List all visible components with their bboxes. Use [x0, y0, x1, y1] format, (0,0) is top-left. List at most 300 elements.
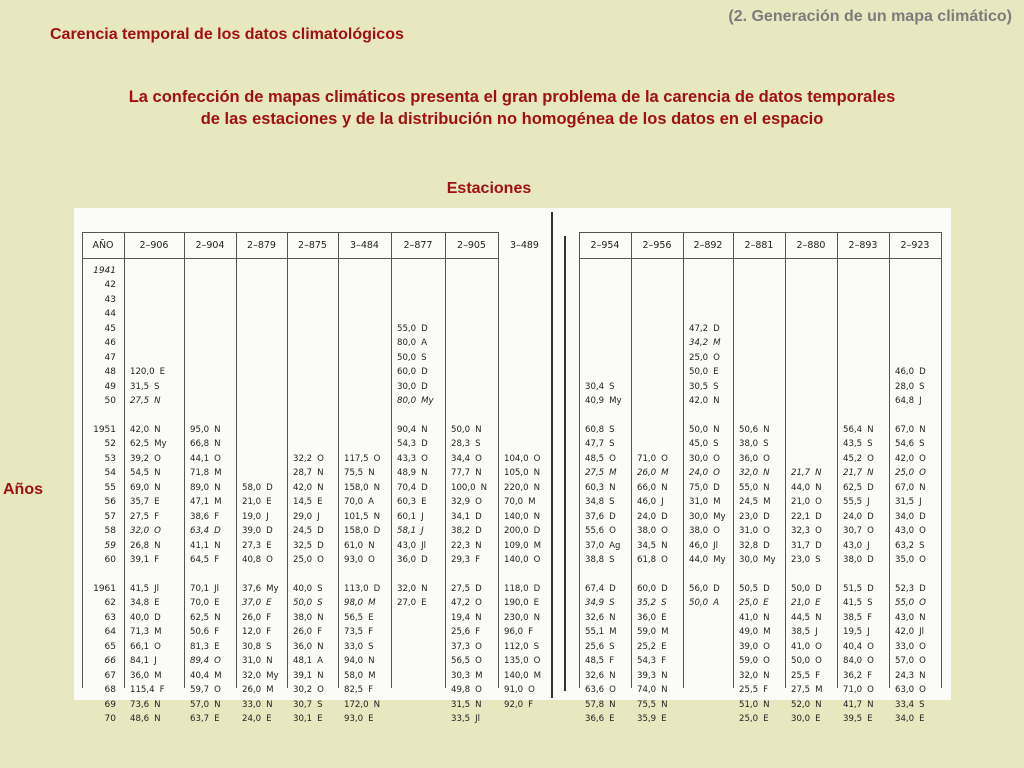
table-cell	[843, 685, 874, 695]
cell-month-code: O	[609, 685, 616, 696]
cell-value: 109,0	[504, 540, 529, 551]
cell-value: 19,4	[451, 612, 471, 623]
cell-month-code: O	[763, 656, 770, 667]
cell-value: 36,0	[293, 641, 313, 652]
cell-month-code: N	[475, 468, 482, 479]
table-cell	[739, 555, 776, 565]
cell-month-code: F	[214, 555, 220, 565]
table-cell	[585, 598, 615, 608]
cell-value: 30,0	[791, 713, 811, 724]
cell-month-code: N	[154, 396, 161, 407]
table-cell	[242, 483, 273, 493]
cell-value: 52,3	[895, 583, 915, 594]
cell-month-code: D	[533, 526, 541, 537]
table-cell	[689, 598, 719, 608]
cell-month-code: S	[919, 699, 925, 710]
cell-month-code: S	[317, 699, 323, 710]
table-cell	[293, 483, 324, 493]
table-cell	[397, 468, 428, 478]
table-cell	[130, 598, 160, 608]
table-column-rule	[124, 232, 125, 688]
table-cell	[895, 526, 926, 536]
table-cell	[344, 555, 375, 565]
cell-value: 55,0	[895, 598, 915, 609]
cell-month-code: E	[368, 612, 374, 623]
table-cell	[739, 454, 770, 464]
cell-value: 39,2	[130, 453, 150, 464]
table-cell	[895, 671, 926, 681]
table-cell	[397, 338, 427, 348]
cell-value: 30,3	[451, 670, 471, 681]
table-cell	[585, 627, 617, 637]
cell-value: 32,6	[585, 612, 605, 623]
cell-value: 31,0	[242, 656, 262, 667]
cell-month-code: D	[815, 540, 822, 551]
cell-value: 26,0	[242, 685, 262, 696]
table-cell	[791, 613, 822, 623]
cell-value: 63,6	[585, 685, 605, 696]
station-header: 3–489	[510, 240, 539, 251]
cell-value: 25,2	[637, 641, 657, 652]
table-cell	[504, 541, 541, 551]
cell-value: 32,3	[791, 526, 811, 537]
cell-value: 93,0	[344, 713, 364, 724]
table-cell	[293, 613, 324, 623]
table-cell	[504, 671, 541, 681]
cell-value: 35,2	[637, 598, 657, 609]
cell-month-code: O	[475, 685, 482, 696]
cell-month-code: O	[528, 685, 535, 696]
table-cell	[791, 627, 818, 637]
cell-month-code: J	[867, 540, 870, 551]
cell-value: 69,0	[130, 482, 150, 493]
table-cell	[689, 483, 720, 493]
cell-value: 54,3	[637, 656, 657, 667]
cell-month-code: O	[919, 555, 926, 565]
table-cell	[293, 526, 324, 536]
cell-month-code: E	[421, 497, 427, 508]
table-cell	[451, 685, 482, 695]
table-cell	[689, 454, 720, 464]
table-cell	[843, 656, 874, 666]
cell-value: 112,0	[504, 641, 529, 652]
cell-value: 38,5	[791, 627, 811, 638]
table-cell	[344, 584, 380, 594]
cell-month-code: E	[763, 713, 769, 724]
table-cell	[895, 512, 926, 522]
cell-value: 33,5	[451, 713, 471, 724]
cell-month-code: D	[661, 511, 668, 522]
cell-month-code: F	[214, 511, 220, 522]
table-rule-header-right	[579, 258, 941, 259]
cell-month-code: M	[815, 685, 823, 696]
cell-month-code: D	[317, 526, 324, 537]
cell-value: 38,0	[689, 526, 709, 537]
table-cell	[242, 512, 269, 522]
cell-month-code: O	[214, 656, 221, 667]
cell-month-code: S	[609, 424, 615, 435]
cell-month-code: Jl	[475, 713, 481, 724]
table-cell	[130, 454, 161, 464]
cell-value: 55,6	[585, 526, 605, 537]
cell-value: 44,1	[190, 453, 210, 464]
cell-value: 42,0	[130, 424, 150, 435]
cell-value: 50,0	[451, 424, 471, 435]
cell-month-code: M	[661, 468, 669, 479]
table-cell	[689, 367, 719, 377]
cell-month-code: My	[154, 439, 167, 450]
cell-month-code: N	[154, 699, 161, 710]
table-column-rule	[236, 232, 237, 688]
cell-value: 41,0	[739, 612, 759, 623]
table-cell	[130, 396, 161, 406]
table-cell	[739, 468, 770, 478]
table-cell	[637, 483, 668, 493]
cell-value: 45,0	[689, 439, 709, 450]
cell-month-code: M	[214, 468, 222, 479]
table-cell	[843, 468, 874, 478]
cell-month-code: S	[609, 555, 615, 565]
table-cell	[242, 700, 273, 710]
table-cell	[689, 338, 721, 348]
year-label: 64	[104, 627, 116, 638]
station-header: 2–875	[298, 240, 327, 251]
cell-month-code: O	[317, 453, 324, 464]
year-label: 55	[104, 482, 116, 493]
table-column-rule	[579, 232, 580, 688]
cell-value: 66,8	[190, 439, 210, 450]
cell-month-code: O	[815, 497, 822, 508]
table-cell	[397, 439, 428, 449]
cell-month-code: F	[609, 656, 615, 667]
table-cell	[344, 700, 380, 710]
station-header: 2–904	[195, 240, 225, 251]
cell-month-code: O	[763, 453, 770, 464]
table-cell	[895, 468, 926, 478]
cell-month-code: F	[368, 627, 374, 638]
table-cell	[242, 656, 273, 666]
cell-month-code: E	[266, 598, 272, 609]
cell-month-code: N	[154, 468, 161, 479]
table-cell	[293, 497, 323, 507]
table-cell	[585, 454, 616, 464]
cell-month-code: N	[763, 670, 770, 681]
cell-month-code: D	[421, 323, 428, 334]
cell-value: 34,0	[895, 713, 915, 724]
cell-month-code: D	[763, 540, 770, 551]
table-cell	[344, 714, 374, 724]
cell-value: 45,2	[843, 453, 863, 464]
cell-month-code: O	[475, 598, 482, 609]
cell-value: 27,5	[451, 583, 471, 594]
table-cell	[791, 685, 823, 695]
table-cell	[689, 425, 720, 435]
cell-month-code: E	[214, 713, 220, 724]
cell-month-code: M	[661, 627, 669, 638]
cell-value: 37,6	[242, 583, 262, 594]
cell-value: 81,3	[190, 641, 210, 652]
table-cell	[242, 613, 271, 623]
table-cell	[397, 367, 428, 377]
cell-month-code: S	[815, 555, 821, 565]
table-cell	[190, 656, 221, 666]
cell-month-code: O	[373, 453, 381, 464]
cell-month-code: D	[475, 511, 482, 522]
table-column-rule	[391, 232, 392, 688]
cell-value: 37,0	[242, 598, 262, 609]
cell-month-code: N	[867, 424, 874, 435]
cell-value: 50,0	[689, 598, 709, 609]
table-cell	[344, 468, 375, 478]
cell-value: 158,0	[344, 526, 369, 537]
cell-month-code: Jl	[919, 627, 925, 638]
station-header: 2–892	[693, 240, 723, 251]
cell-month-code: D	[421, 367, 428, 378]
cell-month-code: O	[919, 526, 926, 537]
table-cell	[637, 656, 666, 666]
table-cell	[190, 526, 221, 536]
table-cell	[242, 714, 272, 724]
table-cell	[344, 627, 373, 637]
table-cell	[344, 512, 380, 522]
cell-value: 95,0	[190, 424, 210, 435]
cell-value: 51,0	[739, 699, 759, 710]
cell-value: 26,0	[242, 612, 262, 623]
cell-value: 115,4	[130, 685, 155, 696]
table-cell	[190, 468, 222, 478]
cell-month-code: S	[368, 641, 374, 652]
cell-value: 41,5	[130, 583, 150, 594]
table-cell	[585, 700, 616, 710]
table-cell	[739, 497, 771, 507]
cell-value: 94,0	[344, 656, 364, 667]
cell-value: 36,0	[739, 453, 759, 464]
cell-value: 32,6	[585, 670, 605, 681]
table-cell	[585, 685, 616, 695]
table-cell	[190, 598, 220, 608]
cell-month-code: D	[373, 526, 381, 537]
table-cell	[895, 425, 926, 435]
cell-month-code: N	[154, 482, 161, 493]
table-cell	[637, 468, 669, 478]
table-cell	[739, 656, 770, 666]
cell-month-code: M	[713, 497, 721, 508]
table-cell	[293, 656, 323, 666]
table-cell	[895, 584, 926, 594]
cell-month-code: My	[266, 583, 279, 594]
cell-month-code: S	[421, 352, 427, 363]
cell-month-code: M	[154, 670, 162, 681]
table-cell	[397, 497, 427, 507]
cell-month-code: N	[266, 656, 273, 667]
station-header: 2–877	[403, 240, 433, 251]
table-cell	[739, 526, 770, 536]
cell-month-code: D	[475, 583, 482, 594]
cell-value: 80,0	[397, 338, 417, 349]
cell-month-code: D	[317, 540, 324, 551]
table-cell	[451, 584, 482, 594]
cell-value: 71,0	[637, 453, 657, 464]
table-cell	[190, 671, 222, 681]
table-cell	[242, 598, 272, 608]
cell-month-code: E	[154, 497, 160, 508]
cell-month-code: O	[867, 526, 874, 537]
table-cell	[843, 627, 870, 637]
table-cell	[585, 497, 615, 507]
cell-value: 41,7	[843, 699, 863, 710]
cell-month-code: D	[763, 511, 770, 522]
cell-month-code: N	[317, 612, 324, 623]
cell-month-code: E	[266, 497, 272, 508]
table-cell	[585, 468, 617, 478]
station-header: 2–893	[848, 240, 878, 251]
table-column-rule	[785, 232, 786, 688]
year-label: 66	[104, 656, 116, 667]
cell-month-code: D	[815, 511, 822, 522]
cell-month-code: S	[661, 598, 667, 609]
cell-month-code: N	[368, 540, 375, 551]
table-cell	[689, 512, 726, 522]
cell-month-code: E	[317, 497, 323, 508]
cell-value: 47,7	[585, 439, 605, 450]
cell-value: 66,0	[637, 482, 657, 493]
cell-month-code: Ag	[609, 540, 621, 551]
cell-value: 90,4	[397, 424, 417, 435]
cell-month-code: S	[475, 439, 481, 450]
table-cell	[637, 541, 668, 551]
table-cell	[504, 613, 540, 623]
cell-value: 31,0	[739, 526, 759, 537]
cell-month-code: J	[421, 511, 424, 522]
cell-month-code: E	[661, 713, 667, 724]
cell-value: 67,0	[895, 482, 915, 493]
cell-month-code: N	[368, 468, 375, 479]
cell-value: 57,0	[190, 699, 210, 710]
cell-month-code: N	[421, 583, 428, 594]
cell-month-code: F	[214, 627, 220, 638]
table-cell	[451, 714, 480, 724]
cell-value: 55,5	[843, 497, 863, 508]
cell-value: 40,8	[242, 555, 262, 565]
cell-month-code: O	[867, 685, 874, 696]
cell-month-code: F	[475, 555, 481, 565]
cell-value: 26,0	[637, 468, 657, 479]
cell-value: 30,7	[293, 699, 313, 710]
cell-month-code: Jl	[713, 540, 719, 551]
cell-value: 43,0	[895, 526, 915, 537]
table-cell	[451, 454, 482, 464]
table-cell	[637, 613, 667, 623]
table-cell	[689, 468, 720, 478]
table-cell	[895, 700, 925, 710]
table-cell	[293, 598, 323, 608]
cell-value: 63,0	[895, 685, 915, 696]
table-cell	[585, 613, 616, 623]
table-cell	[895, 454, 926, 464]
table-cell	[344, 598, 376, 608]
table-column-rule	[837, 232, 838, 688]
table-cell	[504, 685, 535, 695]
table-cell	[843, 497, 870, 507]
cell-value: 104,0	[504, 453, 529, 464]
cell-month-code: D	[661, 583, 668, 594]
table-cell	[451, 555, 480, 565]
table-cell	[504, 454, 540, 464]
table-cell	[791, 671, 820, 681]
table-cell	[739, 439, 769, 449]
station-header: 3–484	[350, 240, 379, 251]
cell-month-code: O	[867, 656, 874, 667]
cell-month-code: N	[214, 612, 221, 623]
table-cell	[344, 671, 376, 681]
cell-value: 89,4	[190, 656, 210, 667]
cell-month-code: N	[919, 612, 926, 623]
cell-month-code: N	[919, 482, 926, 493]
cell-month-code: S	[919, 439, 925, 450]
table-cell	[504, 497, 536, 507]
table-cell	[637, 454, 668, 464]
table-cell	[895, 439, 925, 449]
table-cell	[843, 555, 874, 565]
cell-month-code: N	[763, 482, 770, 493]
cell-value: 60,1	[397, 511, 417, 522]
cell-month-code: J	[421, 526, 424, 537]
cell-value: 84,0	[843, 656, 863, 667]
cell-value: 42,0	[895, 453, 915, 464]
table-cell	[637, 512, 668, 522]
intro-text	[40, 86, 984, 130]
cell-value: 30,4	[585, 381, 605, 392]
cell-month-code: O	[533, 453, 541, 464]
cell-value: 50,0	[791, 656, 811, 667]
cell-month-code: M	[214, 670, 222, 681]
cell-month-code: D	[421, 482, 428, 493]
cell-month-code: N	[154, 424, 161, 435]
cell-value: 48,5	[585, 453, 605, 464]
table-cell	[895, 396, 922, 406]
table-cell	[190, 497, 222, 507]
table-cell	[451, 483, 487, 493]
cell-value: 60,0	[637, 583, 657, 594]
cell-value: 35,7	[130, 497, 150, 508]
cell-value: 24,0	[637, 511, 657, 522]
cell-value: 25,6	[585, 641, 605, 652]
cell-month-code: O	[919, 598, 926, 609]
cell-month-code: E	[159, 367, 166, 378]
cell-month-code: D	[609, 583, 616, 594]
cell-month-code: O	[154, 641, 161, 652]
cell-month-code: N	[317, 670, 324, 681]
cell-month-code: E	[815, 598, 821, 609]
cell-value: 30,0	[739, 555, 759, 565]
table-cell	[130, 439, 167, 449]
cell-month-code: N	[266, 699, 273, 710]
table-cell	[739, 483, 770, 493]
table-cell	[190, 714, 220, 724]
table-cell	[451, 439, 481, 449]
cell-value: 40,4	[190, 670, 210, 681]
table-cell	[585, 483, 616, 493]
cell-month-code: M	[713, 338, 721, 349]
table-cell	[739, 627, 771, 637]
cell-month-code: N	[533, 612, 541, 623]
cell-month-code: E	[368, 713, 374, 724]
table-cell	[504, 700, 533, 710]
table-cell	[637, 642, 667, 652]
cell-month-code: N	[214, 424, 221, 435]
table-cell	[843, 439, 873, 449]
cell-month-code: D	[815, 583, 822, 594]
